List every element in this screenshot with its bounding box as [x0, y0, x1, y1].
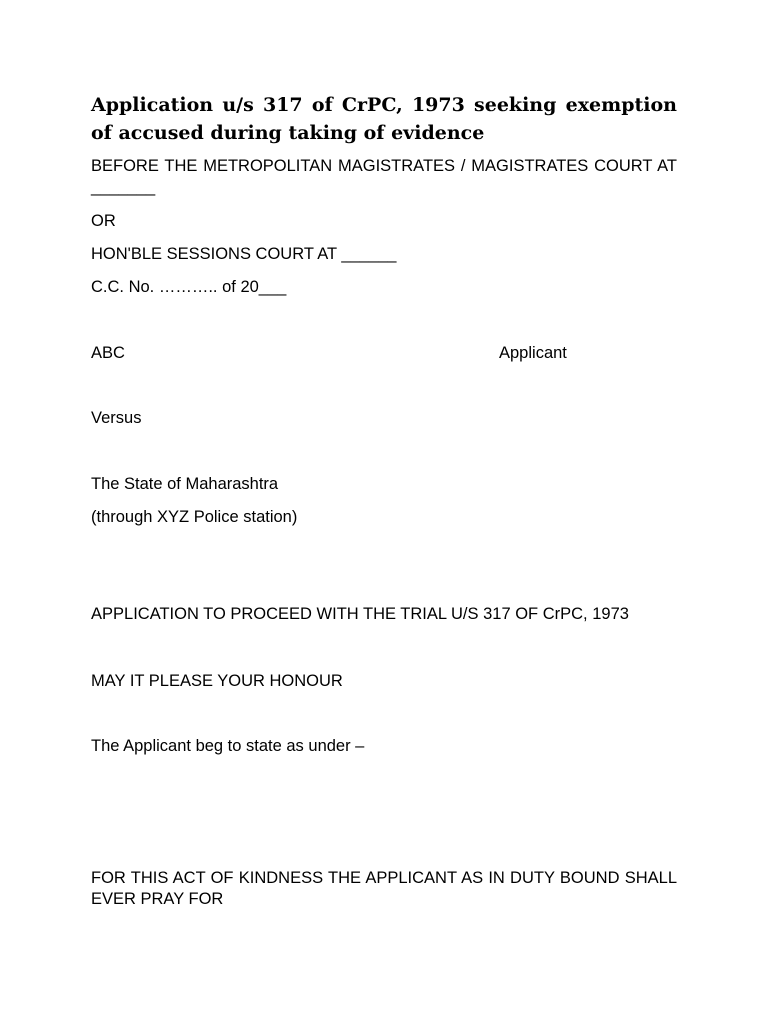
case-number: C.C. No. ……….. of 20___ — [91, 278, 287, 296]
applicant-name: ABC — [91, 344, 125, 362]
or-text: OR — [91, 212, 116, 230]
application-heading: APPLICATION TO PROCEED WITH THE TRIAL U/S 317 OF CrPC, 1973 — [91, 605, 629, 623]
sessions-court-line: HON'BLE SESSIONS COURT AT ______ — [91, 245, 397, 263]
applicant-role: Applicant — [499, 344, 567, 362]
prayer-text: FOR THIS ACT OF KINDNESS THE APPLICANT AS IN DUTY BOUND SHALL EVER PRAY FOR — [91, 869, 677, 908]
statement-intro: The Applicant beg to state as under – — [91, 737, 365, 755]
respondent-name: The State of Maharashtra — [91, 475, 279, 493]
salutation: MAY IT PLEASE YOUR HONOUR — [91, 672, 343, 690]
court-line: BEFORE THE METROPOLITAN MAGISTRATES / MAGISTRATES COURT AT _______ — [91, 157, 677, 196]
respondent-via: (through XYZ Police station) — [91, 508, 298, 526]
document-title: Application u/s 317 of CrPC, 1973 seeking exemption of accused during taking of evidence — [91, 94, 677, 144]
versus-text: Versus — [91, 409, 142, 427]
